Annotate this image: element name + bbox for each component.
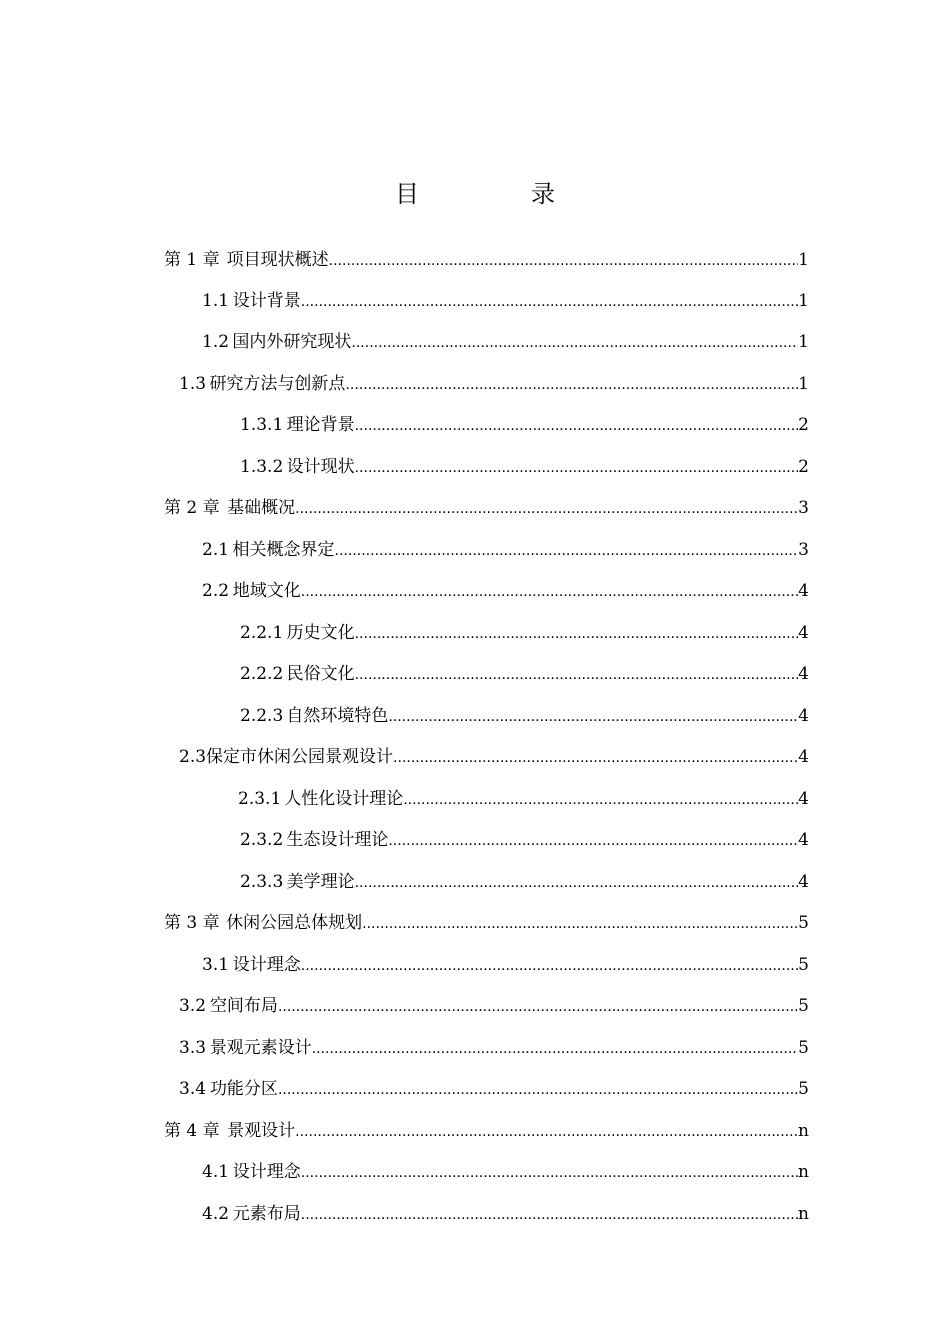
toc-entry-page: 2 [798,457,809,477]
toc-entry-title: 人性化设计理论 [284,789,404,809]
toc-entry-page: 5 [798,1079,809,1099]
toc-entry-title: 设计理念 [232,1162,301,1182]
toc-entry-page: 5 [798,996,809,1016]
toc-leader-dots [355,863,799,903]
toc-entry-page: 5 [798,955,809,975]
toc-entry-2-3[interactable] [179,737,809,777]
toc-entry-3-1[interactable] [202,945,809,985]
toc-entry-page: 5 [798,1038,809,1058]
toc-entry-2-2[interactable] [202,571,809,611]
toc-entry-number: 1.2 [202,332,230,352]
toc-entry-title: 民俗文化 [286,664,355,684]
toc-entry-page: 4 [798,623,809,643]
toc-entry-title: 空间布局 [209,996,278,1016]
toc-entry-2-2-3[interactable] [240,696,809,736]
toc-entry-title: 自然环境特色 [286,706,389,726]
toc-entry-number: 2.3.1 [238,789,282,809]
toc-leader-dots [355,655,799,695]
toc-entry-page: 4 [798,581,809,601]
toc-leader-dots [388,821,798,861]
toc-entry-page: 1 [798,291,809,311]
toc-entry-number: 1.3.2 [240,457,284,477]
toc-entry-1-3-1[interactable] [240,405,809,445]
toc-entry-chapter-1[interactable] [164,240,809,280]
toc-entry-number: 2.3 [179,747,207,767]
toc-entry-page: 4 [798,872,809,892]
toc-entry-chapter-4[interactable] [164,1111,809,1151]
toc-entry-page: 1 [798,332,809,352]
page-title: 目 录 [395,180,599,208]
toc-entry-page: 4 [798,830,809,850]
toc-leader-dots [335,531,799,571]
toc-leader-dots [312,1029,798,1069]
toc-entry-number: 第 3 章 [164,913,220,933]
toc-entry-title: 研究方法与创新点 [209,374,346,394]
toc-leader-dots [388,697,798,737]
toc-entry-title: 景观元素设计 [209,1038,312,1058]
toc-leader-dots [278,987,798,1027]
toc-entry-number: 3.4 [179,1079,207,1099]
toc-entry-chapter-2[interactable] [164,488,809,528]
toc-entry-3-4[interactable] [179,1069,809,1109]
toc-entry-page: 2 [798,415,809,435]
toc-entry-number: 第 1 章 [164,250,220,270]
toc-entry-2-3-1[interactable] [238,779,809,819]
toc-entry-title: 历史文化 [286,623,355,643]
toc-leader-dots [278,1070,798,1110]
toc-entry-page: 5 [798,913,809,933]
toc-leader-dots [329,241,799,281]
toc-entry-2-3-2[interactable] [240,820,809,860]
toc-entry-page: 1 [798,374,809,394]
toc-leader-dots [345,365,798,405]
toc-leader-dots [295,489,798,529]
toc-entry-number: 2.2.2 [240,664,284,684]
toc-entry-number: 1.3 [179,374,207,394]
toc-entry-title: 相关概念界定 [232,540,335,560]
toc-entry-number: 第 4 章 [164,1121,220,1141]
toc-leader-dots [301,572,798,612]
toc-entry-title: 项目现状概述 [226,250,329,270]
toc-entry-title: 设计理念 [232,955,301,975]
toc-entry-number: 2.2.3 [240,706,284,726]
toc-entry-number: 4.2 [202,1204,230,1224]
toc-entry-2-2-2[interactable] [240,654,809,694]
toc-leader-dots [301,1195,798,1235]
toc-entry-page: 3 [798,540,809,560]
toc-entry-2-2-1[interactable] [240,613,809,653]
toc-leader-dots [403,780,798,820]
toc-entry-page: 4 [798,706,809,726]
toc-entry-page: 4 [798,789,809,809]
toc-entry-title: 理论背景 [286,415,355,435]
toc-leader-dots [393,738,798,778]
toc-entry-number: 1.1 [202,291,230,311]
toc-leader-dots [351,323,798,363]
toc-entry-title: 休闲公园总体规划 [226,913,363,933]
toc-entry-1-3[interactable] [179,364,809,404]
toc-entry-number: 2.3.2 [240,830,284,850]
toc-entry-4-1[interactable] [202,1152,809,1192]
toc-entry-number: 4.1 [202,1162,230,1182]
toc-entry-number: 1.3.1 [240,415,284,435]
toc-leader-dots [301,946,798,986]
toc-entry-title: 地域文化 [232,581,301,601]
toc-entry-title: 元素布局 [232,1204,301,1224]
toc-entry-title: 设计现状 [286,457,355,477]
toc-entry-3-3[interactable] [179,1028,809,1068]
toc-leader-dots [355,614,799,654]
toc-leader-dots [295,1112,798,1152]
toc-entry-title: 生态设计理论 [286,830,389,850]
toc-leader-dots [301,1153,798,1193]
toc-entry-page: 4 [798,747,809,767]
toc-entry-2-1[interactable] [202,530,809,570]
toc-entry-page: n [798,1162,809,1182]
toc-entry-chapter-3[interactable] [164,903,809,943]
toc-entry-number: 第 2 章 [164,498,220,518]
toc-entry-title: 景观设计 [227,1121,296,1141]
toc-entry-number: 2.2 [202,581,230,601]
toc-entry-number: 3.1 [202,955,230,975]
toc-leader-dots [355,406,799,446]
toc-entry-title: 保定市休闲公园景观设计 [206,747,394,767]
toc-entry-title: 设计背景 [232,291,301,311]
toc-entry-page: n [798,1204,809,1224]
toc-entry-title: 国内外研究现状 [232,332,352,352]
toc-entry-page: 3 [798,498,809,518]
toc-entry-3-2[interactable] [179,986,809,1026]
toc-entry-4-2[interactable] [202,1194,809,1234]
toc-entry-number: 3.3 [179,1038,207,1058]
toc-entry-page: 1 [798,250,809,270]
toc-entry-title: 美学理论 [286,872,355,892]
toc-entry-1-3-2[interactable] [240,447,809,487]
toc-leader-dots [355,448,799,488]
toc-leader-dots [301,282,798,322]
toc-entry-page: n [798,1121,809,1141]
toc-entry-page: 4 [798,664,809,684]
toc-entry-title: 功能分区 [209,1079,278,1099]
toc-entry-title: 基础概况 [227,498,296,518]
toc-entry-number: 2.3.3 [240,872,284,892]
toc-entry-number: 3.2 [179,996,207,1016]
toc-entry-1-1[interactable] [202,281,809,321]
toc-entry-1-2[interactable] [202,322,809,362]
toc-entry-number: 2.2.1 [240,623,284,643]
toc-leader-dots [362,904,798,944]
toc-entry-number: 2.1 [202,540,230,560]
toc-entry-2-3-3[interactable] [240,862,809,902]
